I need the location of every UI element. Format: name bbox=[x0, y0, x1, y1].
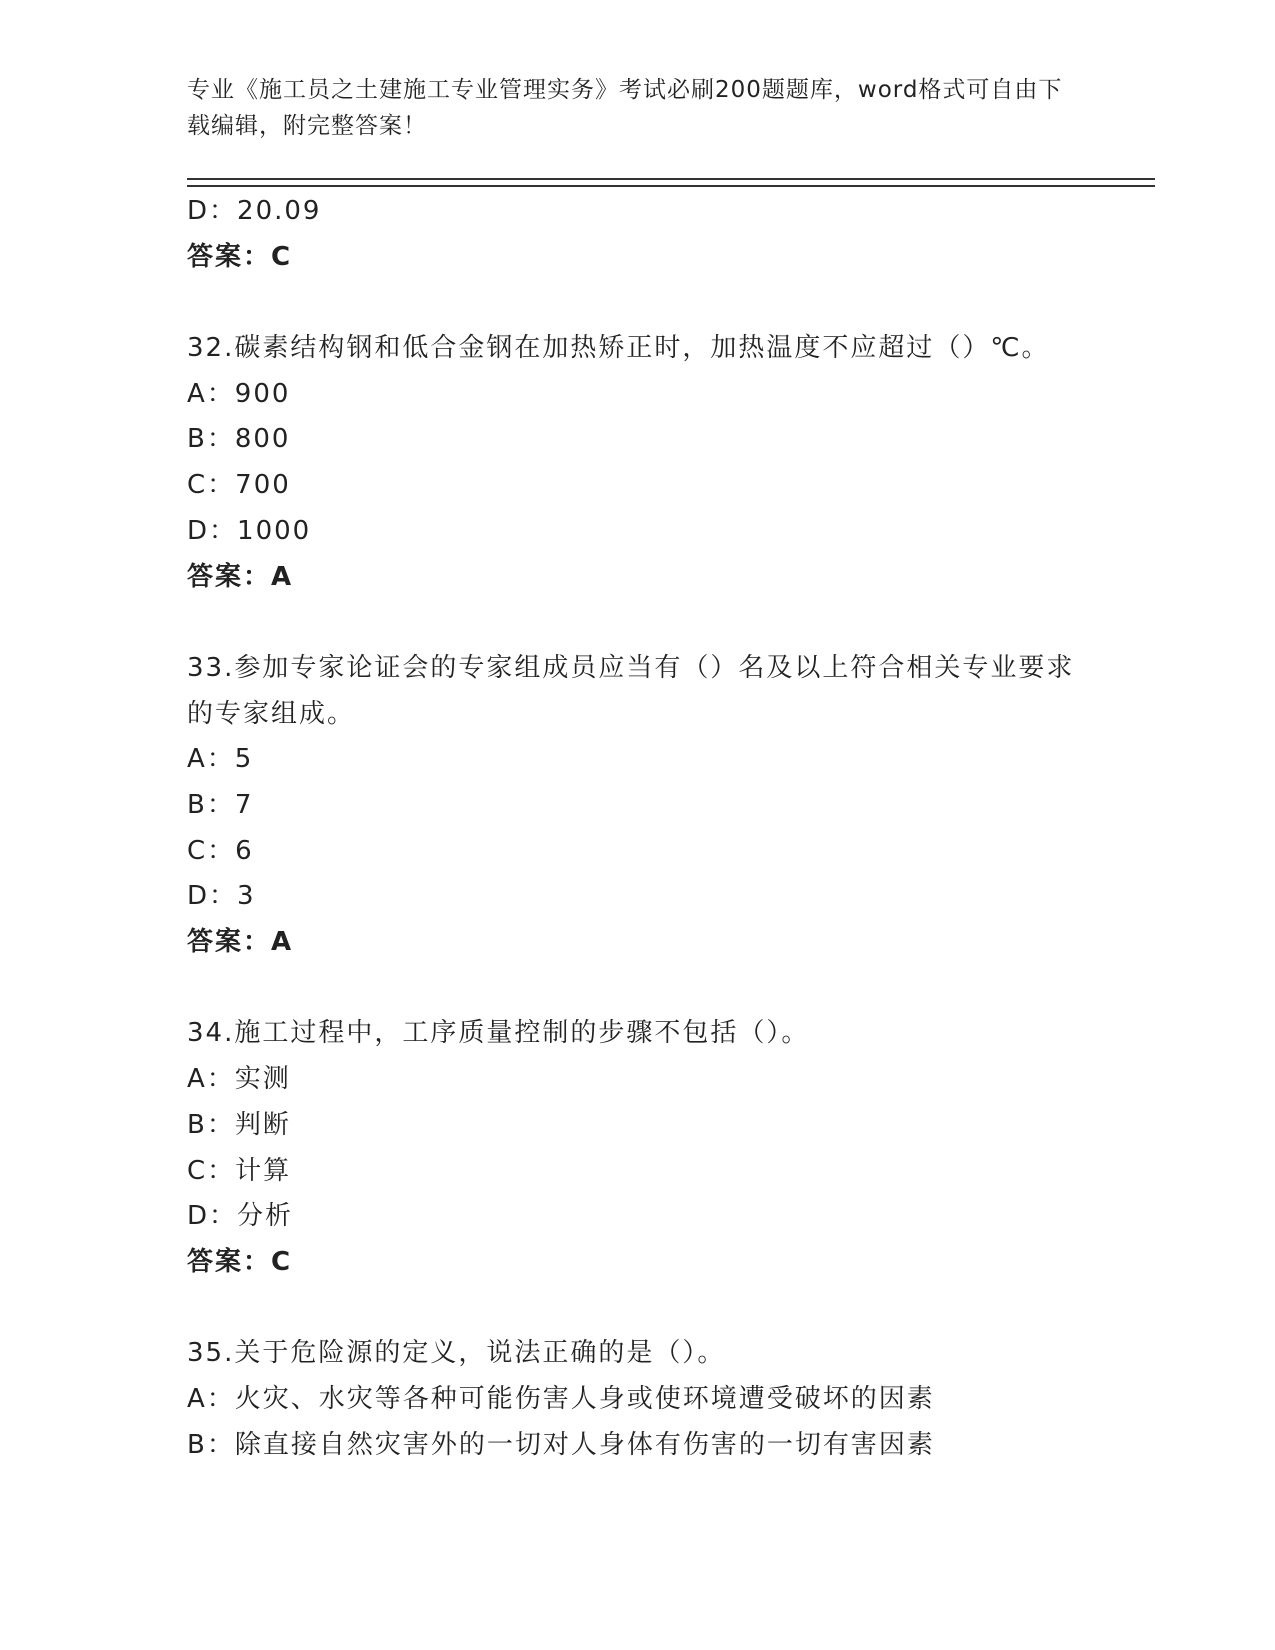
header-rule-top bbox=[187, 178, 1155, 180]
option: C：700 bbox=[187, 470, 291, 501]
question-text: 32.碳素结构钢和低合金钢在加热矫正时，加热温度不应超过（）℃。 bbox=[187, 333, 1050, 364]
answer: 答案：C bbox=[187, 241, 293, 272]
option: A：900 bbox=[187, 378, 291, 409]
question-text: 35.关于危险源的定义，说法正确的是（）。 bbox=[187, 1338, 726, 1369]
option: D：分析 bbox=[187, 1201, 294, 1232]
option: B：800 bbox=[187, 424, 291, 455]
question-list bbox=[187, 189, 1087, 1468]
option: A：5 bbox=[187, 744, 254, 775]
answer: 答案：A bbox=[187, 927, 294, 958]
option: D：1000 bbox=[187, 515, 312, 546]
header-rule-bottom bbox=[187, 185, 1155, 187]
document-header: 专业《施工员之土建施工专业管理实务》考试必刷200题题库，word格式可自由下载编辑，附完整答案！ bbox=[187, 77, 1063, 139]
option: C：计算 bbox=[187, 1155, 292, 1186]
question-text: 33.参加专家论证会的专家组成员应当有（）名及以上符合相关专业要求的专家组成。 bbox=[187, 652, 1075, 729]
answer: 答案：C bbox=[187, 1246, 293, 1277]
option: D：3 bbox=[187, 881, 256, 912]
answer: 答案：A bbox=[187, 561, 294, 592]
option: C：6 bbox=[187, 835, 254, 866]
option: A：火灾、水灾等各种可能伤害人身或使环境遭受破坏的因素 bbox=[187, 1383, 935, 1414]
question-text: 34.施工过程中，工序质量控制的步骤不包括（）。 bbox=[187, 1018, 810, 1049]
option: A：实测 bbox=[187, 1064, 291, 1095]
option: B：除直接自然灾害外的一切对人身体有伤害的一切有害因素 bbox=[187, 1429, 935, 1460]
option: B：判断 bbox=[187, 1109, 291, 1140]
option: B：7 bbox=[187, 789, 254, 820]
option: D：20.09 bbox=[187, 196, 322, 226]
